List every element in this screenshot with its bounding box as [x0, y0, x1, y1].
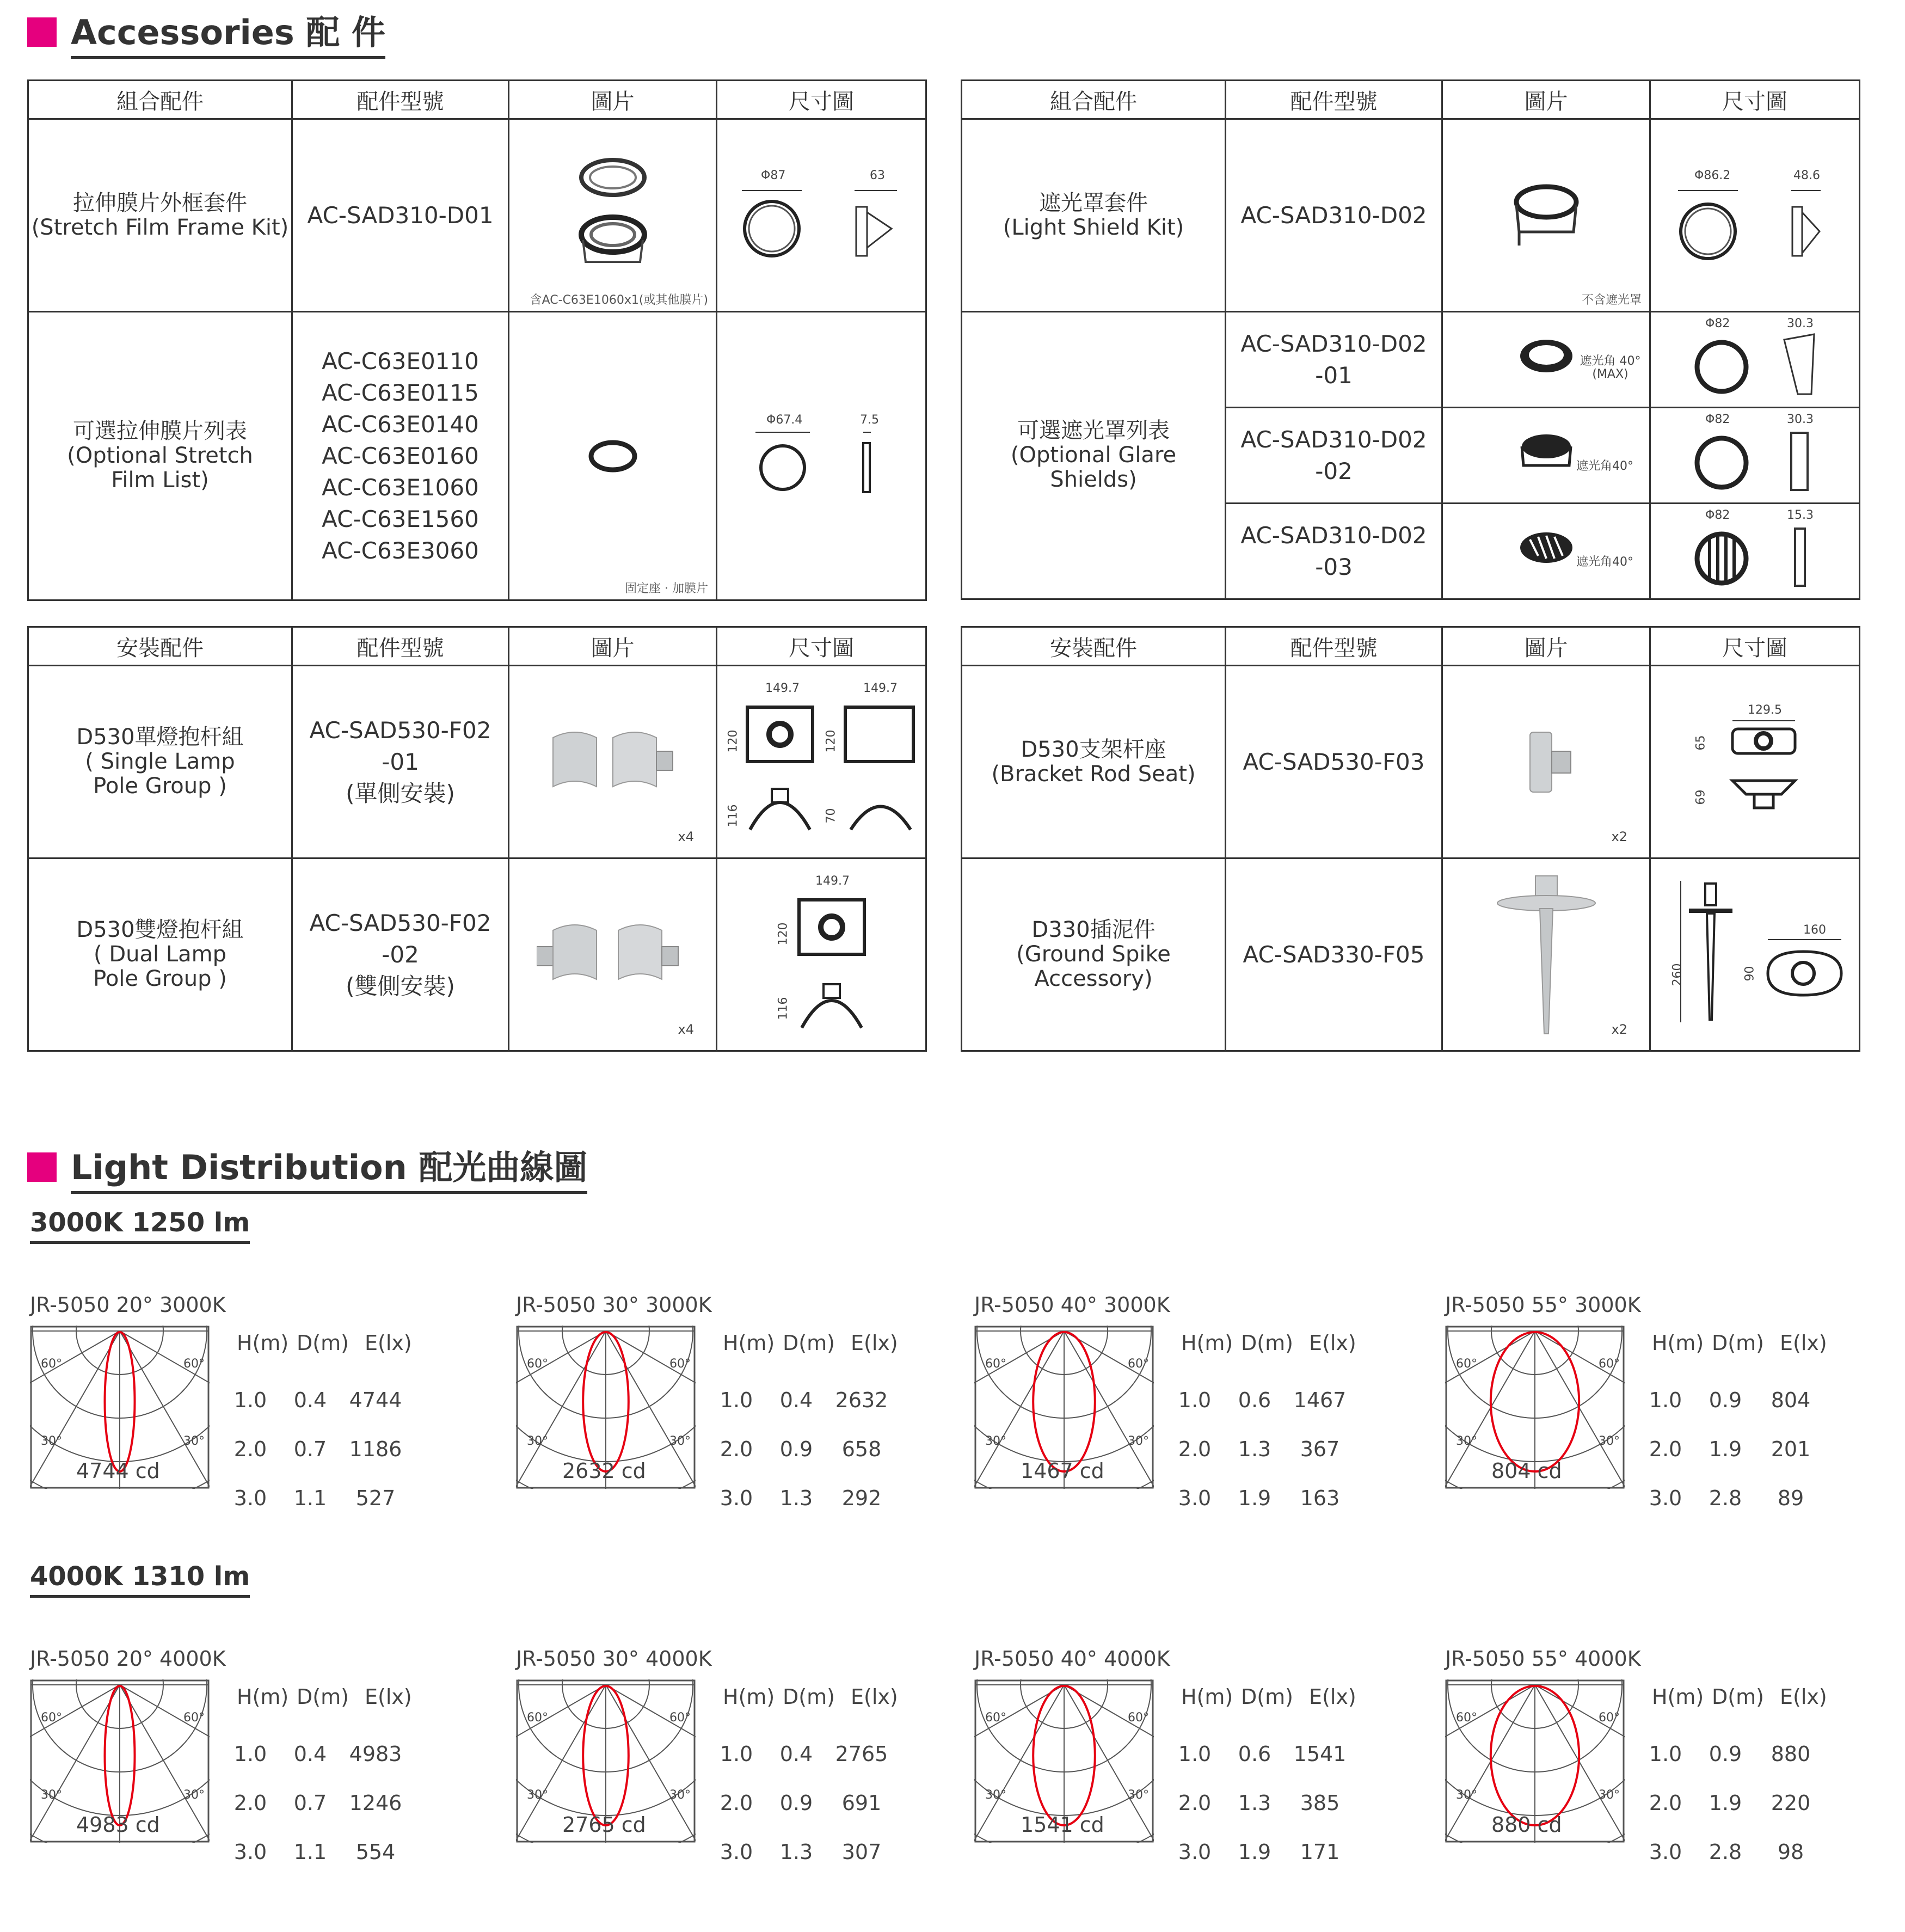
table-cell: 3.0 [1649, 1840, 1682, 1864]
col-header-illuminance: E(lx) [1309, 1331, 1356, 1355]
accessories-section-title [27, 5, 385, 59]
table-cell: 3.0 [233, 1840, 267, 1864]
curve-title: JR-5050 40° 4000K [974, 1647, 1170, 1671]
dim-label: Φ82 [1705, 508, 1730, 522]
row-name-zh: 可選遮光罩列表 [1017, 418, 1170, 443]
light-distribution-card [516, 1293, 941, 1516]
row-name-zh: D530雙燈抱杆組 [76, 917, 244, 942]
col-header-mount: 安裝配件 [962, 627, 1226, 666]
table-cell: 171 [1300, 1840, 1340, 1864]
col-header-diameter: D(m) [1241, 1685, 1293, 1709]
table-cell: 1.0 [1178, 1742, 1212, 1766]
table-cell: 0.9 [1709, 1742, 1742, 1766]
angle-label: 60° [669, 1711, 691, 1725]
frame-kit-dimension-drawing [717, 185, 924, 305]
angle-label: 60° [985, 1711, 1006, 1725]
col-header-diameter: D(m) [1712, 1331, 1764, 1355]
table-cell: 0.9 [779, 1437, 813, 1461]
distribution-title-text: Light Distribution 配光曲線圖 [71, 1140, 587, 1194]
table-cell: 2.0 [1178, 1437, 1212, 1461]
table-row [28, 666, 926, 858]
light-distribution-card [974, 1647, 1399, 1870]
table-cell: 4744 [349, 1388, 402, 1412]
table-row [28, 858, 926, 1051]
col-header-height: H(m) [1181, 1685, 1233, 1709]
col-header-diameter: D(m) [297, 1331, 349, 1355]
table-cell: 2.0 [1178, 1791, 1212, 1815]
glare-shield-02-picture [1514, 425, 1579, 484]
row-name-en: (Optional Glare Shields) [1010, 443, 1177, 492]
col-header-illuminance: E(lx) [851, 1685, 898, 1709]
angle-label: 30° [985, 1434, 1006, 1448]
group-title-4000k: 4000K 1310 lm [30, 1561, 250, 1598]
table-cell: 163 [1300, 1486, 1340, 1510]
light-distribution-card [30, 1293, 454, 1516]
dim-label: 69 [1694, 789, 1708, 805]
dim-label: 48.6 [1793, 169, 1820, 182]
section-marker-icon [27, 17, 57, 47]
row-model: AC-SAD330-F05 [1243, 941, 1425, 968]
col-header-model: 配件型號 [1226, 627, 1442, 666]
table-cell: 3.0 [720, 1486, 753, 1510]
angle-label: 30° [1456, 1788, 1477, 1802]
col-header-height: H(m) [237, 1685, 289, 1709]
peak-intensity-label: 880 cd [1491, 1813, 1562, 1837]
table-cell: 89 [1777, 1486, 1804, 1510]
table-cell: 1.3 [779, 1840, 813, 1864]
curve-title: JR-5050 30° 3000K [516, 1293, 712, 1317]
table-cell: 1.3 [1238, 1437, 1271, 1461]
table-cell: 527 [355, 1486, 396, 1510]
row-model: AC-SAD310-D02 [1240, 201, 1427, 229]
table-cell: 2.0 [720, 1791, 753, 1815]
table-cell: 1.3 [1238, 1791, 1271, 1815]
col-header-combo: 組合配件 [28, 81, 292, 119]
angle-label: 30° [669, 1788, 691, 1802]
table-cell: 1186 [349, 1437, 402, 1461]
light-distribution-card [1445, 1647, 1870, 1870]
frame-kit-picture [558, 153, 667, 278]
dual-pole-clamp-picture [537, 914, 689, 996]
table-cell: 691 [841, 1791, 882, 1815]
angle-label: 60° [1456, 1711, 1477, 1725]
col-header-diameter: D(m) [783, 1331, 835, 1355]
col-header-dimension: 尺寸圖 [1650, 81, 1860, 119]
col-header-height: H(m) [1652, 1685, 1704, 1709]
table-cell: 1467 [1293, 1388, 1347, 1412]
dim-label: 15.3 [1787, 508, 1814, 522]
peak-intensity-label: 1541 cd [1021, 1813, 1104, 1837]
col-header-dimension: 尺寸圖 [717, 627, 926, 666]
table-cell: 0.9 [1709, 1388, 1742, 1412]
peak-intensity-label: 4983 cd [76, 1813, 160, 1837]
table-cell: 307 [841, 1840, 882, 1864]
table-cell: 1.0 [720, 1742, 753, 1766]
angle-label: 60° [183, 1357, 205, 1371]
table-cell: 1.0 [1649, 1388, 1682, 1412]
group-title-3000k: 3000K 1250 lm [30, 1207, 250, 1244]
curve-title: JR-5050 55° 3000K [1445, 1293, 1641, 1317]
col-header-height: H(m) [1652, 1331, 1704, 1355]
table-cell: 1246 [349, 1791, 402, 1815]
col-header-height: H(m) [723, 1685, 775, 1709]
col-header-illuminance: E(lx) [1780, 1685, 1827, 1709]
angle-label: 60° [1456, 1357, 1477, 1371]
row-name-en: (Optional Stretch Film List) [67, 443, 253, 493]
col-header-model: 配件型號 [1226, 81, 1442, 119]
dim-label: 149.7 [863, 682, 898, 695]
angle-label: 60° [1128, 1357, 1149, 1371]
row-name-en: (Ground Spike Accessory) [1016, 942, 1171, 991]
table-cell: 1.1 [293, 1486, 327, 1510]
model-list-item: AC-C63E0160 [322, 442, 479, 469]
row-name-en: (Light Shield Kit) [1003, 214, 1184, 240]
col-header-illuminance: E(lx) [1309, 1685, 1356, 1709]
row-model: AC-SAD530-F02 -02 [309, 909, 491, 968]
table-cell: 2.0 [1649, 1791, 1682, 1815]
row-name-zh: 遮光罩套件 [1039, 190, 1148, 216]
table-cell: 0.4 [779, 1742, 813, 1766]
table-cell: 0.7 [293, 1437, 327, 1461]
dim-label: 120 [726, 729, 740, 753]
curve-title: JR-5050 20° 3000K [30, 1293, 226, 1317]
col-header-diameter: D(m) [1241, 1331, 1293, 1355]
table-cell: 367 [1300, 1437, 1340, 1461]
ground-spike-dimension-drawing [1651, 859, 1858, 1052]
table-cell: 292 [841, 1486, 882, 1510]
dim-label: 149.7 [815, 874, 850, 888]
col-header-height: H(m) [723, 1331, 775, 1355]
distribution-section-title [27, 1140, 587, 1194]
table-cell: 1.0 [1649, 1742, 1682, 1766]
angle-label: 30° [41, 1788, 62, 1802]
curve-title: JR-5050 40° 3000K [974, 1293, 1170, 1317]
angle-label: 30° [527, 1788, 548, 1802]
table-cell: 2632 [835, 1388, 888, 1412]
col-header-diameter: D(m) [783, 1685, 835, 1709]
row-name-zh: 可選拉伸膜片列表 [73, 419, 247, 444]
table-combo-accessories-right [961, 79, 1860, 600]
dim-label: 160 [1803, 923, 1826, 937]
table-cell: 4983 [349, 1742, 402, 1766]
table-cell: 1.0 [1178, 1388, 1212, 1412]
table-cell: 1541 [1293, 1742, 1347, 1766]
table-cell: 0.4 [293, 1742, 327, 1766]
angle-label: 30° [183, 1788, 205, 1802]
table-cell: 2.8 [1709, 1840, 1742, 1864]
dim-label: 63 [870, 169, 885, 182]
col-header-height: H(m) [1181, 1331, 1233, 1355]
angle-label: 30° [1128, 1434, 1149, 1448]
row-name-en: (Stretch Film Frame Kit) [31, 214, 289, 240]
table-cell: 1.1 [293, 1840, 327, 1864]
glare-shield-03-picture [1514, 520, 1579, 580]
table-cell: 1.9 [1238, 1486, 1271, 1510]
peak-intensity-label: 2765 cd [562, 1813, 646, 1837]
ground-spike-picture [1492, 870, 1601, 1039]
dim-label: 30.3 [1787, 317, 1814, 330]
beam-angle-note: 遮光角 40°(MAX) [1580, 354, 1641, 381]
table-cell: 98 [1777, 1840, 1804, 1864]
table-row [962, 312, 1860, 408]
row-name-zh: D530支架杆座 [1021, 737, 1166, 762]
dim-label: 70 [824, 808, 838, 824]
accessories-title-text: Accessories 配 件 [71, 5, 385, 59]
table-cell: 2.8 [1709, 1486, 1742, 1510]
table-cell: 554 [355, 1840, 396, 1864]
table-cell: 2.0 [1649, 1437, 1682, 1461]
row-name-zh: 拉伸膜片外框套件 [73, 190, 247, 216]
quantity-label: x2 [1611, 1022, 1627, 1037]
dim-label: 120 [824, 729, 838, 753]
table-cell: 385 [1300, 1791, 1340, 1815]
curve-title: JR-5050 55° 4000K [1445, 1647, 1641, 1671]
table-row [28, 312, 926, 600]
table-cell: 0.6 [1238, 1742, 1271, 1766]
col-header-illuminance: E(lx) [365, 1685, 412, 1709]
col-header-picture: 圖片 [1442, 627, 1650, 666]
col-header-mount: 安裝配件 [28, 627, 292, 666]
bracket-rod-seat-dimension-drawing [1651, 666, 1858, 859]
beam-angle-note: 遮光角40° [1576, 459, 1633, 473]
single-pole-clamp-dimension-drawing [717, 666, 924, 859]
row-model: AC-SAD310-D02 -01 [1240, 330, 1427, 389]
table-cell: 1.3 [779, 1486, 813, 1510]
quantity-label: x4 [678, 829, 694, 844]
dim-label: 90 [1743, 966, 1757, 982]
light-shield-dimension-drawing [1651, 185, 1858, 305]
row-name-zh: D330插泥件 [1031, 917, 1156, 942]
table-cell: 804 [1771, 1388, 1811, 1412]
row-note: 固定座 · 加膜片 [625, 582, 708, 596]
col-header-height: H(m) [237, 1331, 289, 1355]
col-header-dimension: 尺寸圖 [717, 81, 926, 119]
model-list-item: AC-C63E1560 [322, 505, 479, 532]
row-model: AC-SAD530-F03 [1243, 748, 1425, 775]
angle-label: 60° [1128, 1711, 1149, 1725]
angle-label: 60° [41, 1357, 62, 1371]
light-distribution-card [516, 1647, 941, 1870]
row-note: 不含遮光罩 [1581, 293, 1642, 307]
table-combo-accessories-left [27, 79, 927, 601]
table-mount-accessories-left [27, 626, 927, 1052]
peak-intensity-label: 4744 cd [76, 1459, 160, 1483]
curve-title: JR-5050 20° 4000K [30, 1647, 226, 1671]
col-header-diameter: D(m) [1712, 1685, 1764, 1709]
row-mount-type: (雙側安裝) [346, 972, 455, 999]
table-cell: 1.9 [1238, 1840, 1271, 1864]
col-header-picture: 圖片 [509, 81, 717, 119]
table-cell: 3.0 [1649, 1486, 1682, 1510]
row-name-en: ( Dual Lamp Pole Group ) [93, 942, 227, 991]
table-cell: 2.0 [233, 1791, 267, 1815]
film-dimension-drawing [717, 430, 924, 517]
table-cell: 3.0 [1178, 1486, 1212, 1510]
angle-label: 30° [41, 1434, 62, 1448]
dim-label: 149.7 [765, 682, 800, 695]
col-header-combo: 組合配件 [962, 81, 1226, 119]
dim-label: 116 [726, 804, 740, 827]
angle-label: 60° [1599, 1711, 1620, 1725]
table-cell: 3.0 [233, 1486, 267, 1510]
angle-label: 60° [41, 1711, 62, 1725]
row-name-en: (Bracket Rod Seat) [991, 761, 1196, 787]
table-cell: 3.0 [720, 1840, 753, 1864]
glare-shield-02-dimension-drawing [1651, 408, 1858, 501]
dim-label: 7.5 [860, 413, 879, 427]
peak-intensity-label: 2632 cd [562, 1459, 646, 1483]
glare-shield-03-dimension-drawing [1651, 504, 1858, 597]
beam-angle-note: 遮光角40° [1576, 555, 1633, 569]
angle-label: 30° [669, 1434, 691, 1448]
table-cell: 880 [1771, 1742, 1811, 1766]
model-list-item: AC-C63E1060 [322, 474, 479, 501]
table-cell: 658 [841, 1437, 882, 1461]
dim-label: 65 [1694, 735, 1708, 751]
dim-label: Φ82 [1705, 317, 1730, 330]
row-mount-type: (單側安裝) [346, 780, 455, 807]
col-header-illuminance: E(lx) [1780, 1331, 1827, 1355]
table-cell: 0.9 [779, 1791, 813, 1815]
table-cell: 2.0 [233, 1437, 267, 1461]
quantity-label: x4 [678, 1022, 694, 1037]
light-distribution-card [30, 1647, 454, 1870]
row-model: AC-SAD310-D01 [307, 201, 494, 229]
peak-intensity-label: 1467 cd [1021, 1459, 1104, 1483]
row-model: AC-SAD310-D02 -02 [1240, 426, 1427, 484]
col-header-illuminance: E(lx) [365, 1331, 412, 1355]
table-cell: 2.0 [720, 1437, 753, 1461]
dim-label: 120 [776, 922, 790, 946]
dim-label: 260 [1670, 963, 1685, 986]
model-list-item: AC-C63E0110 [322, 347, 479, 375]
table-cell: 1.9 [1709, 1791, 1742, 1815]
model-list-item: AC-C63E0140 [322, 410, 479, 438]
col-header-picture: 圖片 [509, 627, 717, 666]
row-model: AC-SAD530-F02 -01 [309, 716, 491, 775]
angle-label: 60° [669, 1357, 691, 1371]
dim-label: Φ82 [1705, 413, 1730, 426]
angle-label: 30° [183, 1434, 205, 1448]
curve-title: JR-5050 30° 4000K [516, 1647, 712, 1671]
dim-label: 30.3 [1787, 413, 1814, 426]
dual-pole-clamp-dimension-drawing [717, 859, 924, 1052]
bracket-rod-seat-picture [1514, 721, 1579, 803]
angle-label: 30° [1599, 1434, 1620, 1448]
quantity-label: x2 [1611, 829, 1627, 844]
angle-label: 60° [183, 1711, 205, 1725]
table-row [962, 666, 1860, 858]
film-ring-picture [580, 434, 646, 478]
table-row [962, 858, 1860, 1051]
single-pole-clamp-picture [542, 721, 684, 803]
col-header-diameter: D(m) [297, 1685, 349, 1709]
dim-label: 129.5 [1748, 703, 1782, 717]
angle-label: 60° [527, 1357, 548, 1371]
col-header-illuminance: E(lx) [851, 1331, 898, 1355]
angle-label: 30° [527, 1434, 548, 1448]
table-cell: 1.9 [1709, 1437, 1742, 1461]
angle-label: 60° [985, 1357, 1006, 1371]
table-mount-accessories-right [961, 626, 1860, 1052]
table-cell: 220 [1771, 1791, 1811, 1815]
col-header-picture: 圖片 [1442, 81, 1650, 119]
angle-label: 30° [985, 1788, 1006, 1802]
table-cell: 0.6 [1238, 1388, 1271, 1412]
row-name-zh: D530單燈抱杆組 [76, 725, 244, 750]
row-name-en: ( Single Lamp Pole Group ) [85, 749, 235, 799]
model-list-item: AC-C63E3060 [322, 537, 479, 564]
light-shield-kit-picture [1503, 180, 1590, 251]
table-cell: 0.4 [293, 1388, 327, 1412]
table-cell: 201 [1771, 1437, 1811, 1461]
angle-label: 60° [1599, 1357, 1620, 1371]
glare-shield-01-picture [1514, 329, 1579, 389]
table-cell: 1.0 [720, 1388, 753, 1412]
col-header-model: 配件型號 [292, 627, 509, 666]
table-cell: 2765 [835, 1742, 888, 1766]
col-header-model: 配件型號 [292, 81, 509, 119]
table-cell: 1.0 [233, 1388, 267, 1412]
table-cell: 0.4 [779, 1388, 813, 1412]
light-distribution-card [974, 1293, 1399, 1516]
light-distribution-card [1445, 1293, 1870, 1516]
dim-label: Φ86.2 [1694, 169, 1731, 182]
angle-label: 30° [1599, 1788, 1620, 1802]
dim-label: 116 [776, 997, 790, 1020]
section-marker-icon [27, 1152, 57, 1182]
angle-label: 30° [1128, 1788, 1149, 1802]
row-model: AC-SAD310-D02 -03 [1240, 522, 1427, 580]
model-list-item: AC-C63E0115 [322, 379, 479, 406]
table-row [28, 119, 926, 312]
dim-label: Φ87 [761, 169, 786, 182]
peak-intensity-label: 804 cd [1491, 1459, 1562, 1483]
dim-label: Φ67.4 [766, 413, 803, 427]
angle-label: 60° [527, 1711, 548, 1725]
table-cell: 3.0 [1178, 1840, 1212, 1864]
glare-shield-01-dimension-drawing [1651, 312, 1858, 405]
table-row [962, 119, 1860, 312]
row-note: 含AC-C63E1060x1(或其他膜片) [530, 293, 708, 307]
angle-label: 30° [1456, 1434, 1477, 1448]
table-cell: 1.0 [233, 1742, 267, 1766]
col-header-dimension: 尺寸圖 [1650, 627, 1860, 666]
table-cell: 0.7 [293, 1791, 327, 1815]
